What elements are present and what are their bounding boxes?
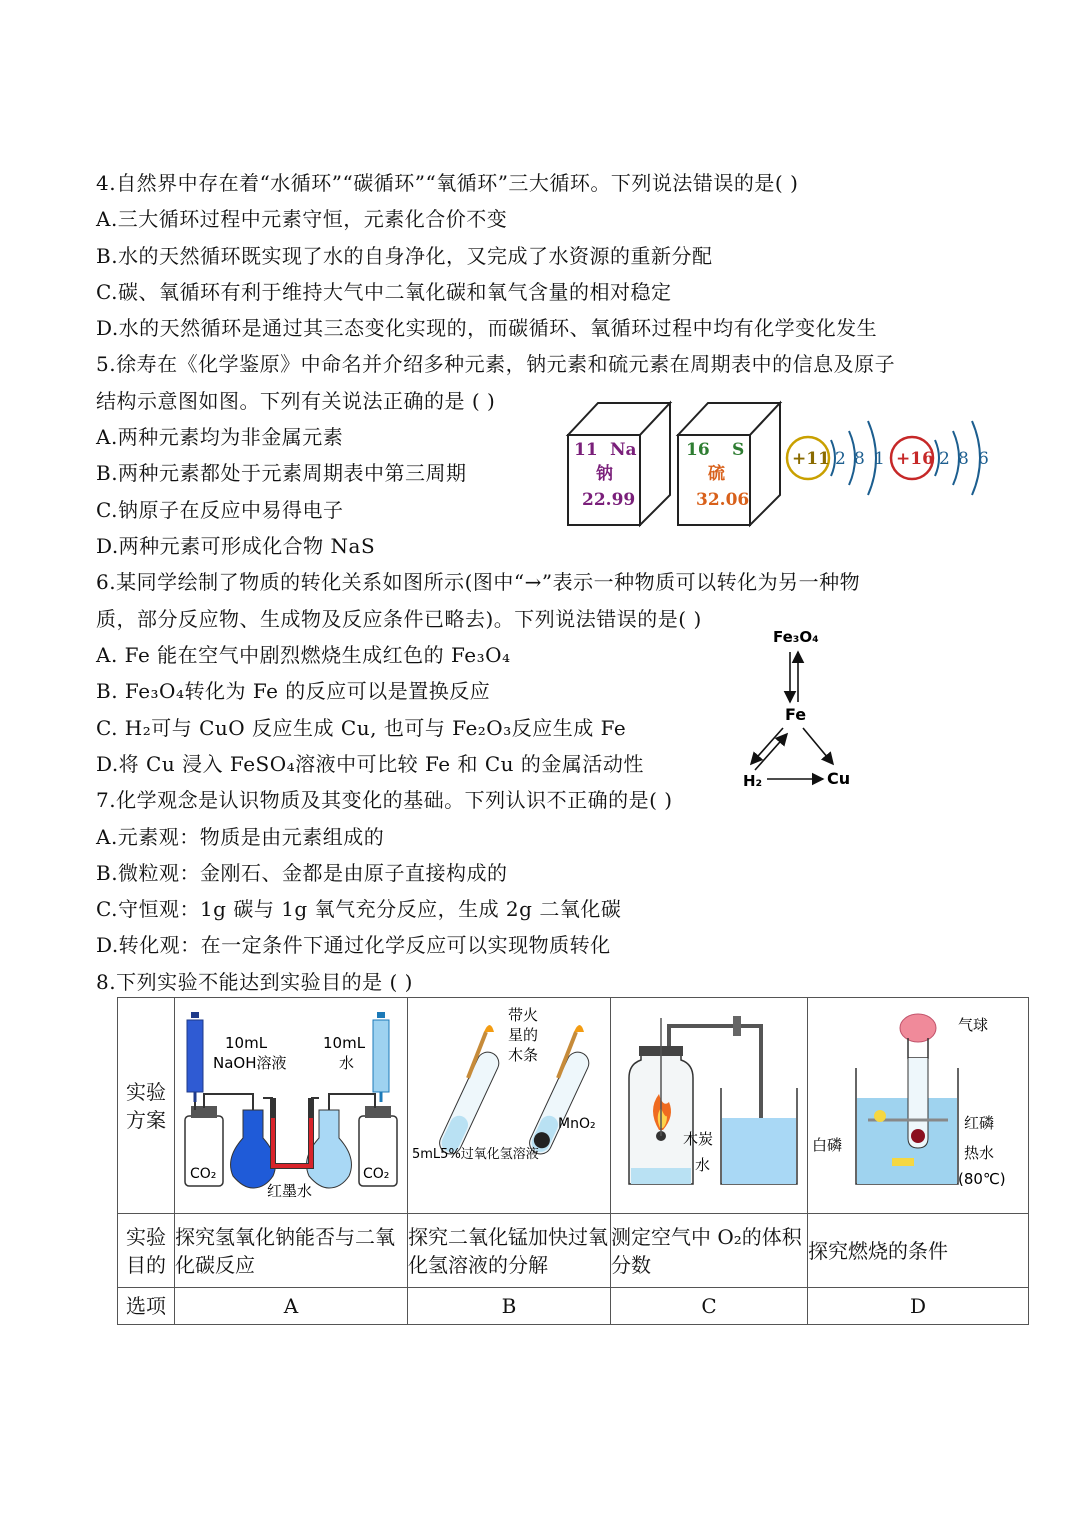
experiment-a-figure — [175, 998, 407, 1208]
q4-option-c: C.碳、氧循环有利于维持大气中二氧化碳和氧气含量的相对稳定 — [96, 280, 672, 304]
a-right-solution: 水 — [339, 1054, 355, 1072]
na-shell-3: 1 — [874, 449, 885, 469]
sulfur-atom-diagram — [891, 421, 989, 495]
na-symbol: Na — [610, 440, 637, 460]
b-splint-line2: 星的 — [508, 1026, 539, 1044]
q5-stem-line2: 结构示意图如图。下列有关说法正确的是 ( ) — [96, 389, 496, 413]
experiment-b-figure — [408, 998, 610, 1208]
d-white-phosphorus-label: 白磷 — [812, 1136, 843, 1154]
fe-label: Fe — [785, 705, 807, 724]
b-mno2-label: MnO₂ — [558, 1116, 596, 1132]
q5-option-b: B.两种元素都处于元素周期表中第三周期 — [96, 461, 467, 485]
s-shell-1: 2 — [939, 449, 950, 469]
a-left-solution: NaOH溶液 — [213, 1054, 287, 1072]
option-d: D — [808, 1288, 1029, 1325]
q7-stem: 7.化学观念是认识物质及其变化的基础。下列认识不正确的是( ) — [96, 788, 673, 812]
q4-stem: 4.自然界中存在着“水循环”“碳循环”“氧循环”三大循环。下列说法错误的是( ) — [96, 171, 799, 195]
sulfur-element-cell — [678, 403, 780, 525]
s-shell-3: 6 — [978, 449, 989, 469]
q7-option-b: B.微粒观：金刚石、金都是由原子直接构成的 — [96, 861, 508, 885]
table-row-plan — [118, 998, 1029, 1214]
table-row-option — [118, 1288, 1029, 1325]
cu-label: Cu — [827, 769, 851, 788]
row-header-option: 选项 — [118, 1288, 175, 1325]
plan-cell-a — [175, 998, 408, 1214]
q6-option-d: D.将 Cu 浸入 FeSO₄溶液中可比较 Fe 和 Cu 的金属活动性 — [96, 752, 644, 776]
plan-cell-c — [611, 998, 808, 1214]
q5-option-a: A.两种元素均为非金属元素 — [96, 425, 344, 449]
b-solution-label: 5mL5%过氧化氢溶液 — [412, 1147, 539, 1162]
q7-option-a: A.元素观：物质是由元素组成的 — [96, 825, 385, 849]
table-row-purpose — [118, 1214, 1029, 1288]
a-left-co2: CO₂ — [190, 1166, 217, 1182]
d-hot-water-label: 热水 — [964, 1144, 995, 1162]
experiment-c-figure — [611, 998, 807, 1208]
sodium-atom-diagram — [787, 421, 885, 495]
s-name: 硫 — [708, 464, 725, 484]
row-header-purpose: 实验目的 — [118, 1214, 175, 1288]
q6-option-a: A. Fe 能在空气中剧烈燃烧生成红色的 Fe₃O₄ — [96, 643, 511, 667]
s-atomic-number: 16 — [686, 440, 710, 460]
q5-option-c: C.钠原子在反应中易得电子 — [96, 498, 344, 522]
q7-option-d: D.转化观：在一定条件下通过化学反应可以实现物质转化 — [96, 933, 611, 957]
q6-conversion-diagram — [735, 622, 865, 794]
a-red-ink: 红墨水 — [267, 1182, 313, 1200]
purpose-b: 探究二氧化锰加快过氧化氢溶液的分解 — [408, 1214, 611, 1288]
s-symbol: S — [732, 440, 745, 460]
experiment-d-figure — [808, 998, 1026, 1208]
plan-cell-d — [808, 998, 1029, 1214]
b-splint-line1: 带火 — [508, 1006, 539, 1024]
option-c: C — [611, 1288, 808, 1325]
na-nucleus: +11 — [792, 449, 830, 469]
q8-experiment-table — [117, 997, 1029, 1325]
d-balloon-label: 气球 — [958, 1016, 989, 1034]
q4-option-d: D.水的天然循环是通过其三态变化实现的，而碳循环、氧循环过程中均有化学变化发生 — [96, 316, 878, 340]
fe3o4-label: Fe₃O₄ — [773, 628, 819, 646]
b-splint-line3: 木条 — [508, 1046, 539, 1064]
sodium-element-cell — [568, 403, 670, 525]
option-a: A — [175, 1288, 408, 1325]
q8-stem: 8.下列实验不能达到实验目的是 ( ) — [96, 970, 413, 994]
c-charcoal-label: 木炭 — [683, 1130, 714, 1148]
plan-cell-b — [408, 998, 611, 1214]
na-shell-1: 2 — [835, 449, 846, 469]
na-atomic-number: 11 — [574, 440, 598, 460]
a-right-co2: CO₂ — [363, 1166, 390, 1182]
a-left-volume: 10mL — [225, 1034, 268, 1052]
q5-figure — [560, 395, 1000, 530]
q5-option-d: D.两种元素可形成化合物 NaS — [96, 534, 376, 558]
q7-option-c: C.守恒观：1g 碳与 1g 氧气充分反应，生成 2g 二氧化碳 — [96, 897, 622, 921]
s-shell-2: 8 — [958, 449, 969, 469]
purpose-c: 测定空气中 O₂的体积分数 — [611, 1214, 808, 1288]
q6-option-c: C. H₂可与 CuO 反应生成 Cu, 也可与 Fe₂O₃反应生成 Fe — [96, 716, 627, 740]
purpose-d: 探究燃烧的条件 — [808, 1214, 1029, 1288]
a-right-volume: 10mL — [323, 1034, 366, 1052]
c-water-label: 水 — [695, 1156, 711, 1174]
q6-option-b: B. Fe₃O₄转化为 Fe 的反应可以是置换反应 — [96, 679, 491, 703]
purpose-a: 探究氢氧化钠能否与二氧化碳反应 — [175, 1214, 408, 1288]
row-header-plan: 实验方案 — [118, 998, 175, 1214]
option-b: B — [408, 1288, 611, 1325]
h2-label: H₂ — [743, 772, 763, 790]
q4-option-b: B.水的天然循环既实现了水的自身净化，又完成了水资源的重新分配 — [96, 244, 713, 268]
s-nucleus: +16 — [896, 449, 934, 469]
q5-stem-line1: 5.徐寿在《化学鉴原》中命名并介绍多种元素，钠元素和硫元素在周期表中的信息及原子 — [96, 352, 896, 376]
q4-option-a: A.三大循环过程中元素守恒，元素化合价不变 — [96, 207, 508, 231]
na-shell-2: 8 — [854, 449, 865, 469]
d-temperature-label: (80℃) — [958, 1170, 1006, 1188]
q6-stem-line2: 质，部分反应物、生成物及反应条件已略去)。下列说法错误的是( ) — [96, 607, 702, 631]
na-atomic-mass: 22.99 — [582, 490, 636, 510]
s-atomic-mass: 32.06 — [696, 490, 750, 510]
q6-stem-line1: 6.某同学绘制了物质的转化关系如图所示(图中“→”表示一种物质可以转化为另一种物 — [96, 570, 861, 594]
d-red-phosphorus-label: 红磷 — [964, 1114, 995, 1132]
na-name: 钠 — [596, 464, 613, 484]
